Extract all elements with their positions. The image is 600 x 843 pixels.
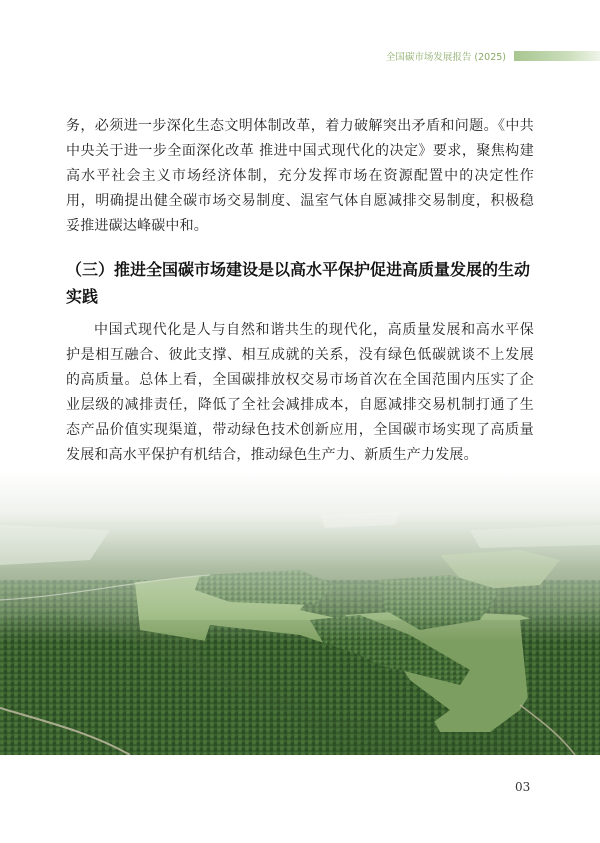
forest-aerial-photo (0, 470, 600, 755)
section-heading: （三）推进全国碳市场建设是以高水平保护促进高质量发展的生动实践 (66, 260, 531, 306)
page-number: 03 (515, 780, 531, 794)
header-accent-bar (514, 51, 600, 61)
running-header (340, 48, 600, 64)
report-title: 全国碳市场发展报告 (2025) (385, 52, 506, 63)
body-paragraph-continued: 务，必须进一步深化生态文明体制改革，着力破解突出矛盾和问题。《中共中央关于进一步全面深化改革 推进中国式现代化的决定》要求，聚焦构建高水平社会主义市场经济体制，充分发挥市场在资源配置中的决定性作用，明确提出健全碳市场交易制度、温室气体自愿减排交易制度，积极稳妥推进碳达峰碳中和。 (66, 118, 534, 234)
body-paragraph: 中国式现代化是人与自然和谐共生的现代化，高质量发展和高水平保护是相互融合、彼此支撑、相互成就的关系，没有绿色低碳就谈不上发展的高质量。总体上看，全国碳排放权交易市场首次在全国范围内压实了企业层级的减排责任，降低了全社会减排成本，自愿减排交易机制打通了生态产品价值实现渠道，带动绿色技术创新应用，全国碳市场实现了高质量发展和高水平保护有机结合，推动绿色生产力、新质生产力发展。 (66, 322, 534, 463)
